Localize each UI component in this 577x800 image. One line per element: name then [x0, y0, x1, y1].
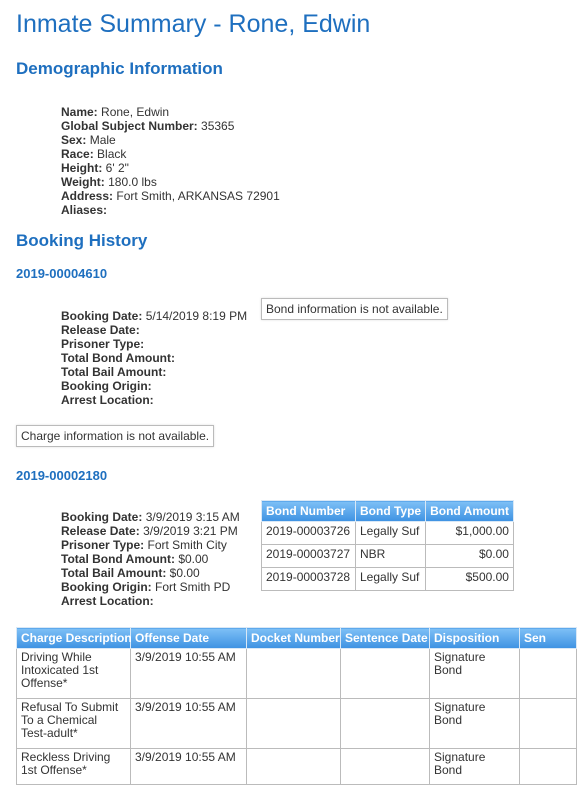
field-height: Height: 6' 2": [61, 161, 129, 175]
bond-amount-cell: $0.00: [426, 545, 514, 568]
sentence-cell: [520, 699, 577, 749]
bond-amount-cell: $500.00: [426, 568, 514, 591]
sentence-cell: [520, 649, 577, 699]
docket-number-cell: [247, 749, 341, 785]
field-aliases: Aliases:: [61, 203, 108, 217]
disposition-cell: Signature Bond: [430, 699, 520, 749]
sentence-date-cell: [341, 699, 430, 749]
docket-number-cell: [247, 649, 341, 699]
sentence-date-cell: [341, 649, 430, 699]
column-header-offense-date[interactable]: Offense Date: [131, 628, 247, 649]
field-release-date: Release Date:: [61, 323, 140, 337]
booking-number: 2019-00004610: [16, 266, 108, 281]
demographic-fields: [61, 105, 280, 217]
field-global-subject-number: Global Subject Number: 35365: [61, 119, 235, 133]
table-row: [262, 568, 514, 591]
field-total-bail-amount: Total Bail Amount: $0.00: [61, 566, 200, 580]
bond-type-cell: NBR: [356, 545, 426, 568]
field-total-bond-amount: Total Bond Amount:: [61, 351, 175, 365]
bond-table-header: [262, 501, 514, 522]
page-title: Inmate Summary - Rone, Edwin: [16, 10, 371, 38]
booking-fields: [61, 510, 240, 608]
column-header-bond-type[interactable]: Bond Type: [356, 501, 426, 522]
offense-date-cell: 3/9/2019 10:55 AM: [131, 649, 247, 699]
sentence-date-cell: [341, 749, 430, 785]
charge-description-cell: Reckless Driving 1st Offense*: [17, 749, 131, 785]
column-header-sentence-date[interactable]: Sentence Date: [341, 628, 430, 649]
charge-description-cell: Refusal To Submit To a Chemical Test-adult*: [17, 699, 131, 749]
field-arrest-location: Arrest Location:: [61, 594, 154, 608]
bond-amount-cell: $1,000.00: [426, 522, 514, 545]
field-booking-origin: Booking Origin: Fort Smith PD: [61, 580, 231, 594]
table-row: [17, 699, 577, 749]
field-booking-date: Booking Date: 5/14/2019 8:19 PM: [61, 309, 248, 323]
field-prisoner-type: Prisoner Type:: [61, 337, 145, 351]
booking-number: 2019-00002180: [16, 468, 108, 483]
column-header-disposition[interactable]: Disposition: [430, 628, 520, 649]
table-row: [17, 749, 577, 785]
offense-date-cell: 3/9/2019 10:55 AM: [131, 699, 247, 749]
charge-table-header: [17, 628, 577, 649]
bond-table: [261, 500, 514, 591]
field-sex: Sex: Male: [61, 133, 116, 147]
field-total-bail-amount: Total Bail Amount:: [61, 365, 167, 379]
bond-unavailable-message: Bond information is not available.: [261, 298, 448, 320]
field-race: Race: Black: [61, 147, 127, 161]
field-release-date: Release Date: 3/9/2019 3:21 PM: [61, 524, 238, 538]
booking-fields: [61, 309, 247, 407]
bond-type-cell: Legally Suf: [356, 522, 426, 545]
column-header-docket-number[interactable]: Docket Number: [247, 628, 341, 649]
table-row: [262, 522, 514, 545]
charge-description-cell: Driving While Intoxicated 1st Offense*: [17, 649, 131, 699]
table-row: [262, 545, 514, 568]
column-header-bond-number[interactable]: Bond Number: [262, 501, 356, 522]
bond-number-cell: 2019-00003728: [262, 568, 356, 591]
bond-type-cell: Legally Suf: [356, 568, 426, 591]
charge-unavailable-message: Charge information is not available.: [16, 425, 214, 447]
table-row: [17, 649, 577, 699]
disposition-cell: Signature Bond: [430, 649, 520, 699]
column-header-charge-description[interactable]: Charge Description: [17, 628, 131, 649]
field-weight: Weight: 180.0 lbs: [61, 175, 157, 189]
charge-table-container[interactable]: [16, 627, 547, 797]
field-address: Address: Fort Smith, ARKANSAS 72901: [61, 189, 280, 203]
charge-table: [16, 627, 577, 785]
docket-number-cell: [247, 699, 341, 749]
field-name: Name: Rone, Edwin: [61, 105, 170, 119]
field-prisoner-type: Prisoner Type: Fort Smith City: [61, 538, 227, 552]
field-total-bond-amount: Total Bond Amount: $0.00: [61, 552, 209, 566]
bond-number-cell: 2019-00003727: [262, 545, 356, 568]
sentence-cell: [520, 749, 577, 785]
disposition-cell: Signature Bond: [430, 749, 520, 785]
booking-history-heading: Booking History: [16, 231, 148, 250]
offense-date-cell: 3/9/2019 10:55 AM: [131, 749, 247, 785]
bond-number-cell: 2019-00003726: [262, 522, 356, 545]
field-booking-origin: Booking Origin:: [61, 379, 152, 393]
field-arrest-location: Arrest Location:: [61, 393, 154, 407]
demographic-heading: Demographic Information: [16, 59, 223, 78]
column-header-sentence[interactable]: Sen: [520, 628, 577, 649]
field-booking-date: Booking Date: 3/9/2019 3:15 AM: [61, 510, 240, 524]
column-header-bond-amount[interactable]: Bond Amount: [426, 501, 514, 522]
